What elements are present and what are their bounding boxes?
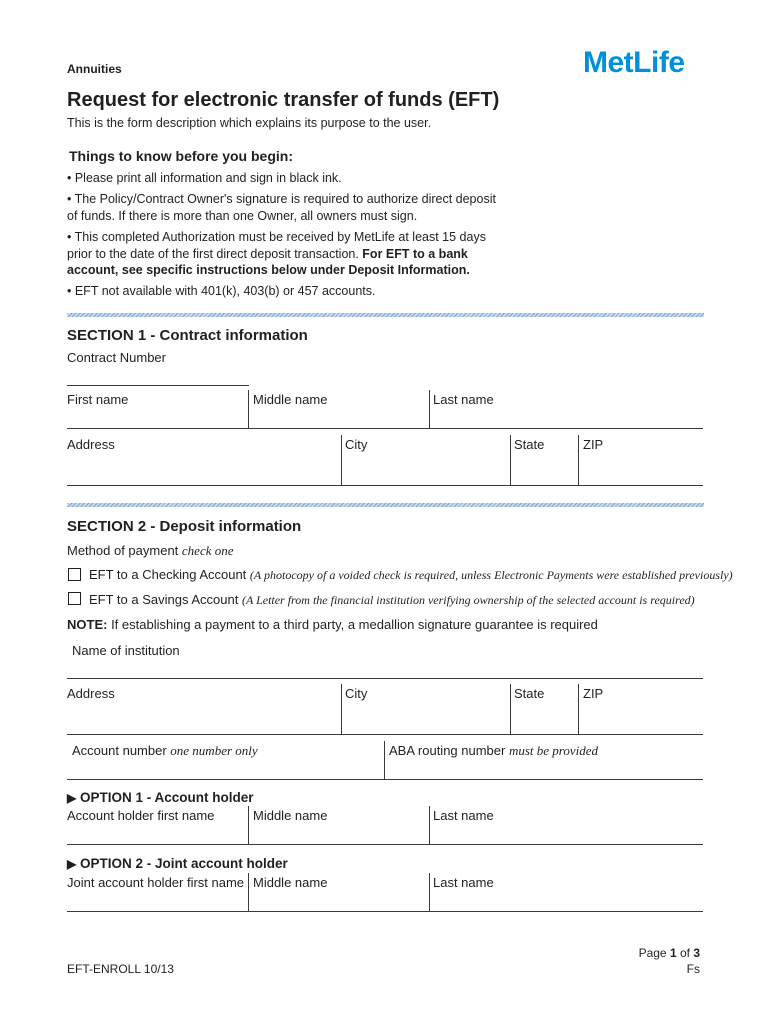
aba-label — [389, 743, 598, 759]
account-number-text: Account number — [72, 743, 171, 758]
of-word: of — [676, 946, 694, 960]
institution-label: Name of institution — [72, 643, 180, 658]
bank-state-label: State — [514, 686, 545, 701]
section1-heading: SECTION 1 - Contract information — [67, 327, 308, 344]
field-divider — [578, 435, 579, 485]
form-code: Fs — [686, 962, 700, 976]
field-divider — [429, 873, 430, 911]
note-label: NOTE: — [67, 617, 108, 632]
form-id: EFT-ENROLL 10/13 — [67, 962, 174, 976]
savings-note: (A Letter from the financial institution verifying ownership of the selected account is required) — [241, 593, 695, 607]
state-label: State — [514, 437, 545, 452]
intro-bullet: • EFT not available with 401(k), 403(b) or 457 accounts. — [67, 284, 376, 298]
method-label — [67, 543, 234, 559]
first-name-label: First name — [67, 392, 129, 407]
contract-number-field[interactable] — [67, 385, 249, 386]
intro-bullet-text: • The Policy/Contract Owner's signature is required to authorize direct deposit of funds. If there is more than one Owner, all owners must sign. — [67, 192, 496, 223]
third-party-note — [67, 617, 598, 632]
page-indicator — [639, 946, 700, 960]
intro-bullet-text: • This completed Authorization must be received by MetLife at least 15 days prior to the date of the first direct deposit transaction. — [67, 230, 486, 261]
intro-bullet-bold-text: For EFT to a bank account, see specific instructions below under Deposit Information. — [67, 246, 470, 277]
city-label: City — [345, 437, 368, 452]
intro-bullet: • Please print all information and sign in black ink. — [67, 171, 342, 185]
field-divider — [510, 435, 511, 485]
bank-city-label: City — [345, 686, 368, 701]
intro-heading: Things to know before you begin: — [69, 148, 293, 164]
note-text: If establishing a payment to a third party, a medallion signature guarantee is required — [107, 617, 598, 632]
savings-option — [89, 592, 695, 608]
bank-address-label: Address — [67, 686, 115, 701]
page-word: Page — [638, 946, 670, 960]
joint-name-field-line[interactable] — [67, 911, 703, 912]
address-label: Address — [67, 437, 115, 452]
account-field-line[interactable] — [67, 779, 703, 780]
account-number-label — [72, 743, 258, 759]
aba-text: ABA routing number — [389, 743, 509, 758]
holder-name-field-line[interactable] — [67, 844, 703, 845]
field-divider — [341, 684, 342, 734]
option2-heading-text: OPTION 2 - Joint account holder — [80, 856, 288, 871]
checking-label: EFT to a Checking Account — [89, 567, 250, 582]
option2-heading — [67, 856, 288, 871]
joint-middle-name-label: Middle name — [253, 875, 328, 890]
section-divider — [67, 503, 704, 507]
last-name-label: Last name — [433, 392, 494, 407]
field-divider — [510, 684, 511, 734]
bank-address-field-line[interactable] — [67, 734, 703, 735]
name-field-line[interactable] — [67, 428, 703, 429]
field-divider — [384, 741, 385, 779]
intro-bullet — [67, 229, 507, 279]
institution-field-line[interactable] — [67, 678, 703, 679]
category-label: Annuities — [67, 62, 122, 76]
joint-last-name-label: Last name — [433, 875, 494, 890]
checking-checkbox[interactable] — [68, 568, 81, 581]
checking-note: (A photocopy of a voided check is required, unless Electronic Payments were established previously) — [249, 568, 733, 582]
page-title: Request for electronic transfer of funds (EFT) — [67, 89, 500, 111]
page-total: 3 — [693, 946, 700, 960]
joint-first-name-label: Joint account holder first name — [67, 875, 245, 890]
section-divider — [67, 313, 704, 317]
field-divider — [248, 806, 249, 844]
field-divider — [429, 390, 430, 428]
field-divider — [248, 873, 249, 911]
page-number: 1 — [669, 946, 677, 960]
method-label-text: Method of payment — [67, 543, 182, 558]
holder-middle-name-label: Middle name — [253, 808, 328, 823]
option1-heading-text: OPTION 1 - Account holder — [80, 790, 254, 805]
field-divider — [248, 390, 249, 428]
checking-option — [89, 567, 733, 583]
contract-number-label: Contract Number — [67, 350, 166, 365]
savings-label: EFT to a Savings Account — [89, 592, 242, 607]
bank-zip-label: ZIP — [583, 686, 604, 701]
intro-bullet — [67, 191, 507, 224]
address-field-line[interactable] — [67, 485, 703, 486]
triangle-right-icon: ▶ — [67, 791, 77, 805]
form-description: This is the form description which explains its purpose to the user. — [67, 116, 432, 130]
holder-last-name-label: Last name — [433, 808, 494, 823]
holder-first-name-label: Account holder first name — [67, 808, 215, 823]
field-divider — [429, 806, 430, 844]
zip-label: ZIP — [583, 437, 604, 452]
aba-hint: must be provided — [508, 743, 599, 758]
method-hint: check one — [181, 543, 234, 558]
triangle-right-icon: ▶ — [67, 857, 77, 871]
section2-heading: SECTION 2 - Deposit information — [67, 518, 302, 535]
field-divider — [341, 435, 342, 485]
middle-name-label: Middle name — [253, 392, 328, 407]
option1-heading — [67, 790, 254, 805]
account-number-hint: one number only — [170, 743, 258, 758]
metlife-logo: MetLife — [583, 46, 685, 79]
field-divider — [578, 684, 579, 734]
savings-checkbox[interactable] — [68, 592, 81, 605]
